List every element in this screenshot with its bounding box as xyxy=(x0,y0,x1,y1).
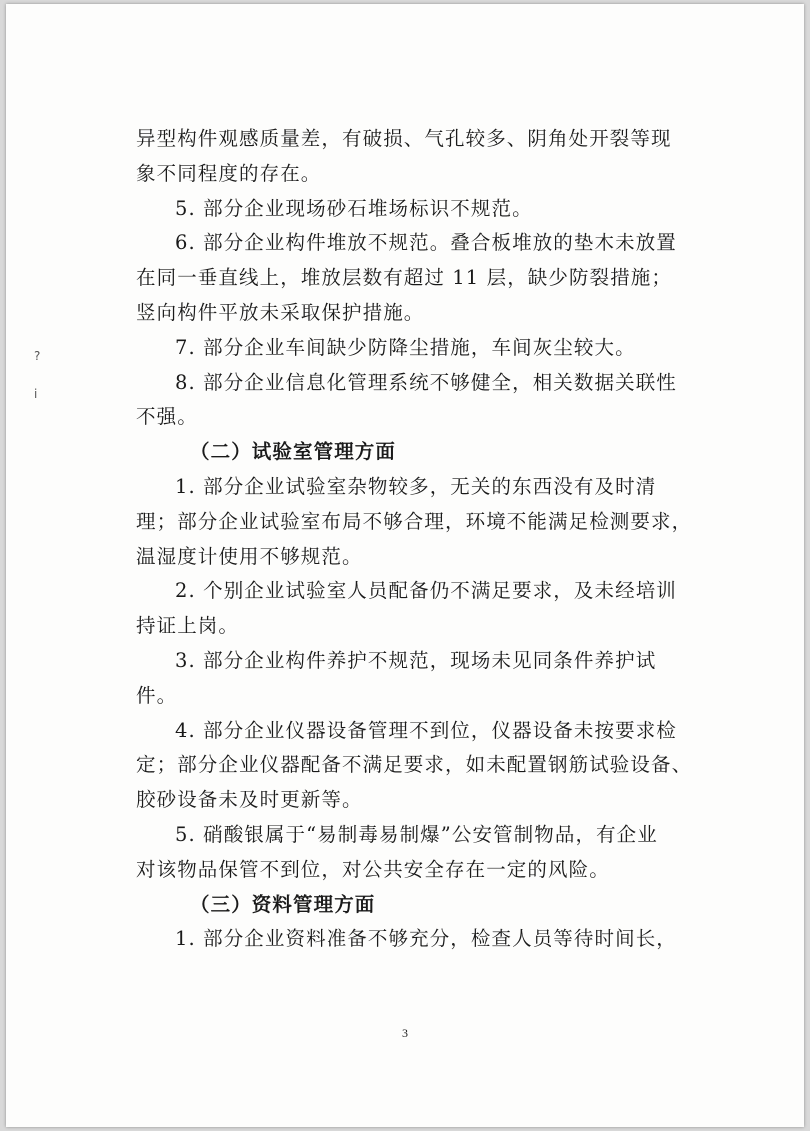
text-line: 温湿度计使用不够规范。 xyxy=(136,544,363,568)
document-body xyxy=(136,122,693,957)
margin-mark-2: i xyxy=(34,387,38,401)
text-line: 件。 xyxy=(136,683,178,707)
text-line: 6. 部分企业构件堆放不规范。叠合板堆放的垫木未放置 xyxy=(175,231,677,255)
text-line: 5. 部分企业现场砂石堆场标识不规范。 xyxy=(175,196,533,220)
text-line: 7. 部分企业车间缺少防降尘措施，车间灰尘较大。 xyxy=(175,335,636,359)
section-heading: （三）资料管理方面 xyxy=(190,892,376,916)
text-line: 1. 部分企业资料准备不够充分，检查人员等待时间长， xyxy=(175,927,677,951)
text-line: 1. 部分企业试验室杂物较多，无关的东西没有及时清 xyxy=(175,474,657,498)
text-line: 竖向构件平放未采取保护措施。 xyxy=(136,300,425,324)
section-heading: （二）试验室管理方面 xyxy=(190,440,397,464)
text-line: 不强。 xyxy=(136,405,198,429)
margin-mark-1: ? xyxy=(34,349,41,363)
text-line: 8. 部分企业信息化管理系统不够健全，相关数据关联性 xyxy=(175,370,677,394)
text-line: 4. 部分企业仪器设备管理不到位，仪器设备未按要求检 xyxy=(175,718,677,742)
document-page xyxy=(6,4,804,1127)
page-number: 3 xyxy=(402,1026,408,1040)
text-line: 5. 硝酸银属于“易制毒易制爆”公安管制物品，有企业 xyxy=(175,822,658,846)
text-line: 理；部分企业试验室布局不够合理，环境不能满足检测要求， xyxy=(136,509,693,533)
text-line: 胶砂设备未及时更新等。 xyxy=(136,788,363,812)
text-line: 异型构件观感质量差，有破损、气孔较多、阴角处开裂等现 xyxy=(136,127,672,150)
text-line: 在同一垂直线上，堆放层数有超过 11 层，缺少防裂措施； xyxy=(136,266,673,290)
text-line: 持证上岗。 xyxy=(136,614,240,638)
text-line: 象不同程度的存在。 xyxy=(136,161,322,185)
text-line: 定；部分企业仪器配备不满足要求，如未配置钢筋试验设备、 xyxy=(136,753,693,777)
text-line: 对该物品保管不到位，对公共安全存在一定的风险。 xyxy=(136,857,610,881)
text-line: 2. 个别企业试验室人员配备仍不满足要求，及未经培训 xyxy=(175,579,677,603)
text-line: 3. 部分企业构件养护不规范，现场未见同条件养护试 xyxy=(175,648,657,672)
